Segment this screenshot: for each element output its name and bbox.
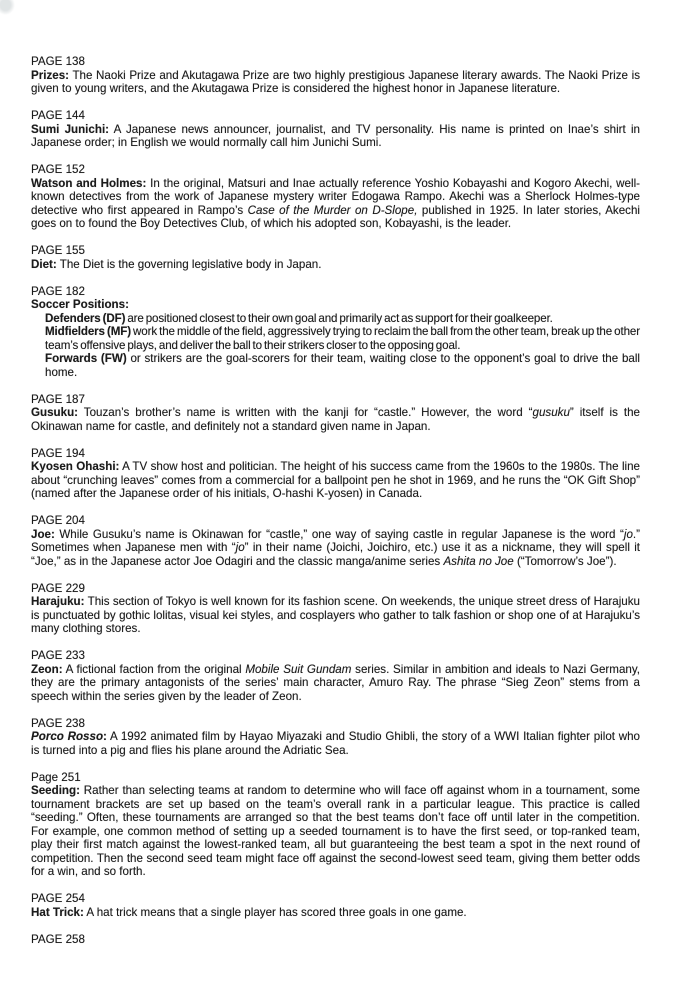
glossary-entry <box>31 393 640 434</box>
entry-paragraph <box>31 460 640 501</box>
entry-paragraph <box>31 663 640 704</box>
page-label: PAGE 138 <box>31 55 85 68</box>
entry-paragraph <box>31 177 640 231</box>
page-label: PAGE 194 <box>31 446 85 460</box>
term-text: Midfielders (MF) <box>45 325 131 338</box>
body-text: are positioned closest to their own goal and primarily act as support for their goalkeeper. <box>125 311 553 325</box>
page-label: PAGE 238 <box>31 716 85 730</box>
glossary-entry <box>31 933 640 947</box>
body-text: While Gusuku’s name is Okinawan for “castle,” one way of saying castle in regular Japanese is the word “ <box>54 527 624 541</box>
glossary-entry <box>31 163 640 231</box>
body-text: A hat trick means that a single player has scored three goals in one game. <box>83 905 467 919</box>
page-label: PAGE 187 <box>31 392 85 406</box>
body-text: jo <box>235 541 245 554</box>
entry-paragraph <box>31 406 640 433</box>
term-text: Hat Trick: <box>31 905 84 919</box>
term-text: Zeon: <box>31 662 63 676</box>
glossary-entry <box>31 649 640 703</box>
entry-paragraph <box>45 352 640 379</box>
glossary-entry <box>31 717 640 758</box>
term-text: Porco Rosso <box>31 730 104 743</box>
page-label: PAGE 204 <box>31 514 85 527</box>
body-text: work the middle of the field, aggressively trying to reclaim the ball from the other team, break up the other team’s offensive plays, and deliver the ball to their strikers closer to the opposing goal. <box>45 325 640 352</box>
glossary-entry <box>31 582 640 636</box>
glossary-entry <box>31 55 640 96</box>
entry-paragraph <box>45 312 640 326</box>
page-label: PAGE 182 <box>31 284 85 298</box>
body-text: The Naoki Prize and Akutagawa Prize are two highly prestigious Japanese literary awards. The Naoki Prize is given to young writers, and the Akutagawa Prize is considered the highest honor in Japanese literature. <box>31 68 640 95</box>
entry-paragraph <box>31 69 640 96</box>
entry-paragraph <box>31 258 640 272</box>
entry-paragraph <box>31 528 640 569</box>
page-label: PAGE 155 <box>31 244 85 257</box>
body-text: This section of Tokyo is well known for its fashion scene. On weekends, the unique street dress of Harajuku is punctuated by gothic lolitas, visual kei styles, and cosplayers who gather to talk fashion or shop one of at Harajuku’s many clothing stores. <box>31 595 640 635</box>
entry-paragraph <box>31 906 640 920</box>
glossary-entry <box>31 892 640 919</box>
body-text: Rather than selecting teams at random to determine who will face off against whom in a tournament, some tournament brackets are set up based on the team’s overall rank in a particular league. This practice is called “seeding.” Often, these tournaments are arranged so that the best teams don’t face off until later in the competition. For example, one common method of setting up a seeded tournament is to have the first seed, or top-ranked team, play their first match against the lowest-ranked team, all but guaranteeing the best team a spot in the next round of competition. Then the second seed team might face off against the second-lowest seed team, giving them better odds for a win, and so forth. <box>31 784 640 878</box>
term-text: Seeding: <box>31 784 80 797</box>
page-label: PAGE 254 <box>31 892 85 905</box>
glossary-entry <box>31 447 640 501</box>
page-label: Page 251 <box>31 770 81 784</box>
glossary-entry <box>31 109 640 150</box>
body-text: The Diet is the governing legislative body in Japan. <box>56 257 322 271</box>
page-label: PAGE 233 <box>31 649 85 662</box>
body-text: series. Similar in ambition and ideals to Nazi Germany, they are the primary antagonists of the series’ main character, Amuro Ray. The phrase “Sieg Zeon” stems from a speech within the series given by the leader of Zeon. <box>31 662 640 703</box>
term-text: Watson and Holmes: <box>31 176 147 190</box>
term-text: Harajuku: <box>31 595 85 608</box>
body-text: (“Tomorrow’s Joe”). <box>513 554 617 568</box>
glossary-entry <box>31 244 640 271</box>
entry-paragraph <box>31 123 640 150</box>
term-text: Joe: <box>31 527 55 541</box>
body-text: In the original, Matsuri and Inae actually reference Yoshio Kobayashi and Kogoro Akechi, well-known detectives from the work of Japanese mystery writer Edogawa Rampo. Akechi was a Sherlock Holmes-type detective who first appeared in Rampo’s <box>31 176 641 217</box>
body-text: Touzan’s brother’s name is written with the kanji for “castle.” However, the word “ <box>78 406 533 419</box>
body-text: A TV show host and politician. The height of his success came from the 1960s to the 1980s. The line about “crunching leaves” comes from a commercial for a ballpoint pen he shot in 1969, and he runs the “OK Gift Shop” (named after the Japanese order of his initials, O-hashi K-yosen) in Canada. <box>31 460 640 500</box>
term-text: Diet: <box>31 257 57 271</box>
term-text: Prizes: <box>31 68 70 82</box>
glossary-entry <box>31 514 640 568</box>
entry-paragraph <box>31 298 640 312</box>
term-text: Gusuku: <box>31 406 79 419</box>
page-label: PAGE 152 <box>31 163 85 176</box>
body-text: Mobile Suit Gundam <box>245 662 352 676</box>
page-label: PAGE 258 <box>31 932 85 946</box>
body-text: gusuku <box>532 406 570 419</box>
term-text: : <box>103 730 107 743</box>
body-text: Ashita no Joe <box>443 554 514 568</box>
entry-paragraph <box>31 784 640 879</box>
term-text: Soccer Positions: <box>31 298 129 311</box>
body-text: ” in their name (Joichi, Joichiro, etc.) use it as a nickname, they will spell it “Joe,” as in the Japanese actor Joe Odagiri and the classic manga/anime series <box>31 541 641 568</box>
body-text: A Japanese news announcer, journalist, and TV personality. His name is printed on Inae’s shirt in Japanese order; in English we would normally call him Junichi Sumi. <box>31 122 641 149</box>
term-text: Kyosen Ohashi: <box>31 460 120 473</box>
body-text: ” itself is the Okinawan name for castle, and definitely not a standard given name in Japan. <box>31 406 640 433</box>
term-text: Sumi Junichi: <box>31 122 110 136</box>
glossary-entry <box>31 285 640 380</box>
body-text: or strikers are the goal-scorers for their team, waiting close to the opponent’s goal to drive the ball home. <box>45 352 640 379</box>
glossary-entry <box>31 771 640 879</box>
body-text: A fictional faction from the original <box>62 662 246 676</box>
page-label: PAGE 229 <box>31 581 85 595</box>
notes-document <box>31 55 640 960</box>
term-text: Forwards (FW) <box>45 352 127 365</box>
body-text: jo <box>623 527 633 541</box>
entry-paragraph <box>45 325 640 352</box>
entry-paragraph <box>31 595 640 636</box>
scan-artifact-smudge <box>0 0 15 15</box>
page-label: PAGE 144 <box>31 109 85 122</box>
body-text: published in 1925. In later stories, Akechi goes on to found the Boy Detectives Club, of which his adopted son, Kobayashi, is the leader. <box>31 203 640 230</box>
body-text: .” Sometimes when Japanese men with “ <box>31 527 640 554</box>
term-text: Defenders (DF) <box>45 311 126 325</box>
body-text: Case of the Murder on D-Slope, <box>247 203 418 217</box>
entry-paragraph <box>31 730 640 757</box>
body-text: A 1992 animated film by Hayao Miyazaki and Studio Ghibli, the story of a WWI Italian fighter pilot who is turned into a pig and flies his plane around the Adriatic Sea. <box>31 730 640 757</box>
